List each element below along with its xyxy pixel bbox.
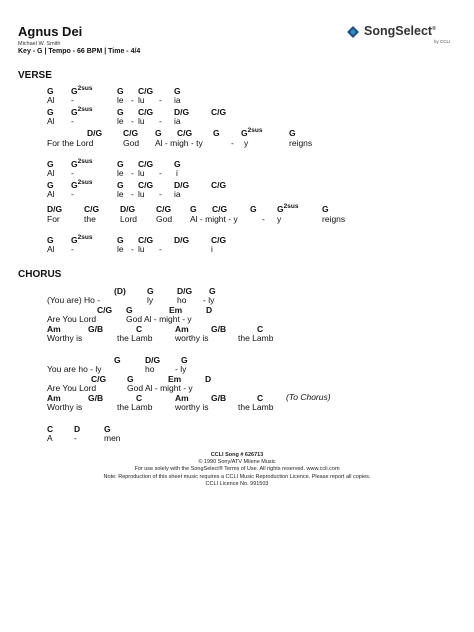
lyric: - <box>159 116 162 126</box>
chord: G <box>47 180 54 190</box>
lyric: men <box>104 433 121 443</box>
lyric: - <box>159 244 162 254</box>
lyric: le <box>117 244 124 254</box>
chord: G <box>47 86 54 96</box>
lyric: - <box>131 95 134 105</box>
logo-sub: by CCLI <box>434 39 451 44</box>
lyric: le <box>117 168 124 178</box>
chord: C/G <box>138 235 154 245</box>
lyric: God Al - might - y <box>126 314 192 324</box>
terms-of-use: For use solely with the SongSelect® Terms of Use. All rights reserved. www.ccli.com <box>134 466 340 473</box>
lyric: le <box>117 116 124 126</box>
chord: $G^{2sus}$ <box>241 127 263 138</box>
songselect-logo-icon <box>346 25 360 39</box>
footer <box>0 452 474 488</box>
lyric: Al <box>47 95 55 105</box>
lyric: Al - migh - ty <box>155 138 203 148</box>
chord: G <box>181 355 188 365</box>
lyric: Al <box>47 189 55 199</box>
chord: D <box>205 374 212 384</box>
chord: Am <box>175 393 189 403</box>
copyright: © 1990 Sony/ATV Milene Music <box>198 459 276 466</box>
chord: D <box>74 424 81 434</box>
chord: C/G <box>156 204 172 214</box>
chord: G <box>127 374 134 384</box>
lyric: Al - might - y <box>190 214 238 224</box>
chord: G <box>322 204 329 214</box>
song-meta: Key - G | Tempo - 66 BPM | Time - 4/4 <box>18 48 141 55</box>
chorus-heading: CHORUS <box>18 269 62 280</box>
chord: G <box>47 159 54 169</box>
chord: C/G <box>138 180 154 190</box>
chord: C/G <box>211 107 227 117</box>
song-author: Michael W. Smith <box>18 41 61 47</box>
chord: C/G <box>211 180 227 190</box>
chord: C/G <box>123 128 139 138</box>
chord: (D) <box>114 286 126 296</box>
lyric: God <box>123 138 140 148</box>
lyric: - <box>71 116 74 126</box>
lyric: le <box>117 95 124 105</box>
ccli-licence: CCLI Licence No. 991503 <box>205 480 269 487</box>
chord: $G^{2sus}$ <box>71 234 93 245</box>
chord: G <box>174 86 181 96</box>
lyric: God <box>156 214 173 224</box>
chord: Em <box>168 374 182 384</box>
chord: D/G <box>174 235 190 245</box>
lyric: y <box>244 138 249 148</box>
lyric: - <box>131 189 134 199</box>
chord: D/G <box>174 180 190 190</box>
lyric: - <box>71 189 74 199</box>
lyric: Worthy is <box>47 402 83 412</box>
chord: D/G <box>120 204 136 214</box>
chord: C/G <box>138 86 154 96</box>
lyric: Al <box>47 244 55 254</box>
lyric: le <box>117 189 124 199</box>
chord: G/B <box>88 393 104 403</box>
lyric: reigns <box>322 214 346 224</box>
lyric: the Lamb <box>238 333 274 343</box>
lyric: Are You Lord <box>47 383 97 393</box>
lyric: y <box>277 214 282 224</box>
lyric: Al <box>47 168 55 178</box>
chord: C/G <box>84 204 100 214</box>
lyric: lu <box>138 244 145 254</box>
lyric: ho <box>177 295 187 305</box>
lyric: ia <box>174 95 181 105</box>
lyric: lu <box>138 189 145 199</box>
lyric: worthy is <box>175 333 209 343</box>
chord: C/G <box>211 235 227 245</box>
songselect-logo <box>346 24 458 46</box>
lyric: A <box>47 433 53 443</box>
chord: Am <box>175 324 189 334</box>
chord: G/B <box>88 324 104 334</box>
reproduction-note: Note: Reproduction of this sheet music requires a CCLI Music Reproduction Licence. Please report all copies. <box>103 473 371 480</box>
chord: C/G <box>212 204 228 214</box>
chord: G <box>155 128 162 138</box>
chord: Am <box>47 393 61 403</box>
chord: G <box>147 286 154 296</box>
verse-heading: VERSE <box>18 70 52 81</box>
chord: G <box>117 107 124 117</box>
song-title: Agnus Dei <box>18 24 83 39</box>
chord: $G^{2sus}$ <box>71 85 93 96</box>
chord: G <box>104 424 111 434</box>
chord: G <box>47 107 54 117</box>
lyric: ly <box>147 295 154 305</box>
lyric: - <box>131 116 134 126</box>
lyric: ho <box>145 364 155 374</box>
lyric: For <box>47 214 60 224</box>
lyric: lu <box>138 95 145 105</box>
chord: D/G <box>174 107 190 117</box>
lyric: - <box>74 433 77 443</box>
lyric: God Al - might - y <box>127 383 193 393</box>
chord: C <box>136 324 143 334</box>
chord: D <box>206 305 213 315</box>
lyric: lu <box>138 168 145 178</box>
chord: D/G <box>145 355 161 365</box>
chord: G <box>117 86 124 96</box>
chord: C/G <box>97 305 113 315</box>
to-chorus-note: (To Chorus) <box>286 392 331 402</box>
chord: C/G <box>138 159 154 169</box>
chord: $G^{2sus}$ <box>71 158 93 169</box>
lyric: the <box>84 214 96 224</box>
lyric: worthy is <box>175 402 209 412</box>
chord: D/G <box>47 204 63 214</box>
lyric: - <box>71 95 74 105</box>
lyric: - <box>131 168 134 178</box>
chord: G <box>209 286 216 296</box>
lyric: lu <box>138 116 145 126</box>
lyric: (You are) Ho - <box>47 295 101 305</box>
lyric: - ly <box>203 295 215 305</box>
lyric: Worthy is <box>47 333 83 343</box>
lyric: Al <box>47 116 55 126</box>
chord: D/G <box>177 286 193 296</box>
chord: G <box>289 128 296 138</box>
chord: G <box>213 128 220 138</box>
lyric: the Lamb <box>238 402 274 412</box>
chord: C/G <box>138 107 154 117</box>
chord: G <box>190 204 197 214</box>
chord: $G^{2sus}$ <box>71 179 93 190</box>
chord: Em <box>169 305 183 315</box>
lyric: - <box>159 189 162 199</box>
chord: Am <box>47 324 61 334</box>
chord: G <box>114 355 121 365</box>
lyric: i <box>176 168 178 178</box>
chord: G <box>126 305 133 315</box>
lyric: ia <box>174 116 181 126</box>
lyric: the Lamb <box>117 402 153 412</box>
chord: C <box>136 393 143 403</box>
chord: G/B <box>211 324 227 334</box>
chord: G <box>117 180 124 190</box>
lyric: reigns <box>289 138 313 148</box>
chord: $G^{2sus}$ <box>277 203 299 214</box>
lyric: You are ho - ly <box>47 364 102 374</box>
chord: C/G <box>177 128 193 138</box>
chord: $G^{2sus}$ <box>71 106 93 117</box>
lyric: ia <box>174 189 181 199</box>
lyric: - <box>231 138 234 148</box>
lyric: - ly <box>175 364 187 374</box>
chord: D/G <box>87 128 103 138</box>
chord: G <box>174 159 181 169</box>
chord: G/B <box>211 393 227 403</box>
lyric: - <box>159 95 162 105</box>
chord: C/G <box>91 374 107 384</box>
lyric: - <box>71 168 74 178</box>
chord: C <box>257 324 264 334</box>
lyric: - <box>71 244 74 254</box>
chord: C <box>257 393 264 403</box>
lyric: - <box>131 244 134 254</box>
lyric: - <box>159 168 162 178</box>
lyric: - <box>262 214 265 224</box>
lyric: Lord <box>120 214 138 224</box>
lyric: Are You Lord <box>47 314 97 324</box>
lyric: the Lamb <box>117 333 153 343</box>
logo-text: SongSelect® <box>364 24 436 38</box>
chord: G <box>117 159 124 169</box>
chord: G <box>47 235 54 245</box>
chord: G <box>117 235 124 245</box>
ccli-song-number: CCLI Song # 626713 <box>210 452 264 458</box>
chord: G <box>250 204 257 214</box>
lyric: For the Lord <box>47 138 94 148</box>
chord: C <box>47 424 54 434</box>
lyric: i <box>211 244 213 254</box>
